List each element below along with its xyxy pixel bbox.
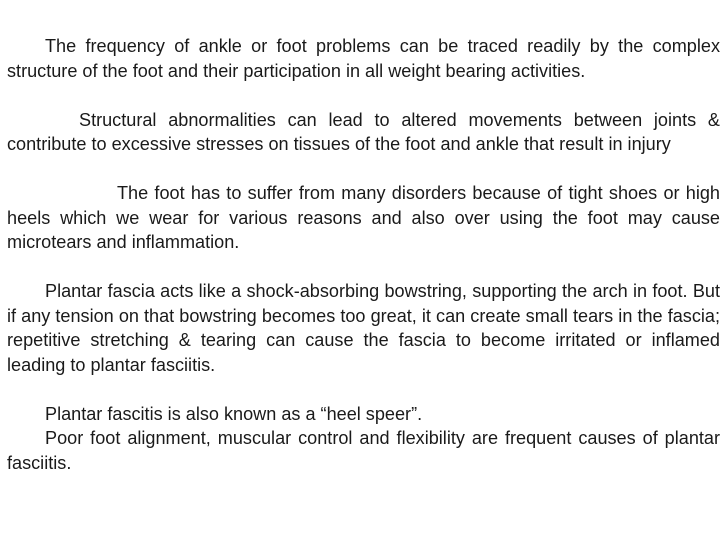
paragraph-causes: Poor foot alignment, muscular control and flexibility are frequent causes of plantar fasciitis.	[7, 428, 720, 473]
paragraph-heel-speer: Plantar fascitis is also known as a “heel speer”.	[45, 403, 423, 424]
paragraph-disorders: The foot has to suffer from many disorders because of tight shoes or high heels which we wear for various reasons and also over using the foot may cause microtears and inflammation.	[7, 183, 720, 252]
paragraph-frequency: The frequency of ankle or foot problems can be traced readily by the complex structure of the foot and their participation in all weight bearing activities.	[7, 36, 720, 81]
paragraph-structural: Structural abnormalities can lead to altered movements between joints & contribute to excessive stresses on tissues of the foot and ankle that result in injury	[7, 109, 720, 154]
document-page	[7, 34, 720, 475]
paragraph-plantar-fascia: Plantar fascia acts like a shock-absorbing bowstring, supporting the arch in foot. But if any tension on that bowstring becomes too great, it can create small tears in the fascia; repetitive stretching & tearing can cause the fascia to become irritated or inflamed leading to plantar fasciitis.	[7, 281, 720, 375]
